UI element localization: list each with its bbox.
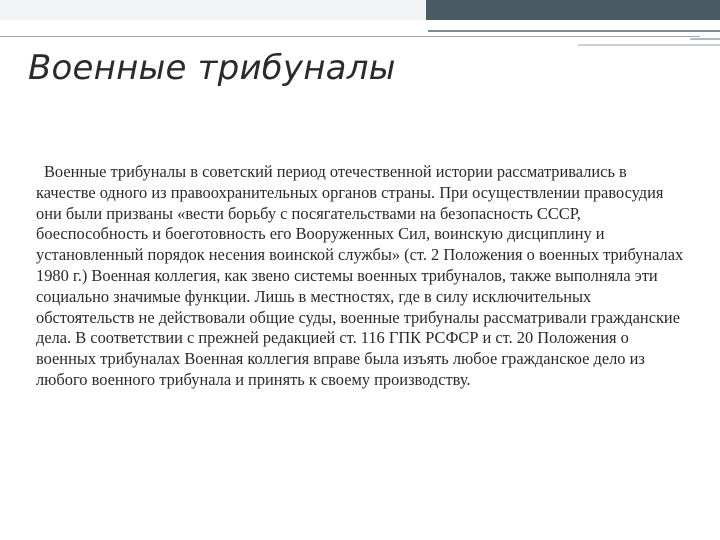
header-bar	[0, 0, 720, 20]
decorative-line	[428, 30, 720, 32]
decorative-line	[690, 38, 720, 40]
decorative-line	[578, 44, 720, 46]
header-accent-block	[426, 0, 720, 20]
slide-title: Военные трибуналы	[28, 48, 396, 88]
slide-body-text: Военные трибуналы в советский период отечественной истории рассматривались в качестве одного из правоохранительных органов страны. При осуществлении правосудия они были призваны «вести борьбу с посягательствами на безопасность СССР, боеспособность и боеготовность его Вооруженных Сил, воинскую дисциплину и установленный порядок несения воинской службы» (ст. 2 Положения о военных трибуналах 1980 г.) Военная коллегия, как звено системы военных трибуналов, также выполняла эти социально значимые функции. Лишь в местностях, где в силу исключительных обстоятельств не действовали общие суды, военные трибуналы рассматривали гражданские дела. В соответствии с прежней редакцией ст. 116 ГПК РСФСР и ст. 20 Положения о военных трибуналах Военная коллегия вправе была изъять любое гражданское дело из любого военного трибунала и принять к своему производству.	[36, 162, 684, 389]
title-divider-line	[0, 36, 700, 37]
